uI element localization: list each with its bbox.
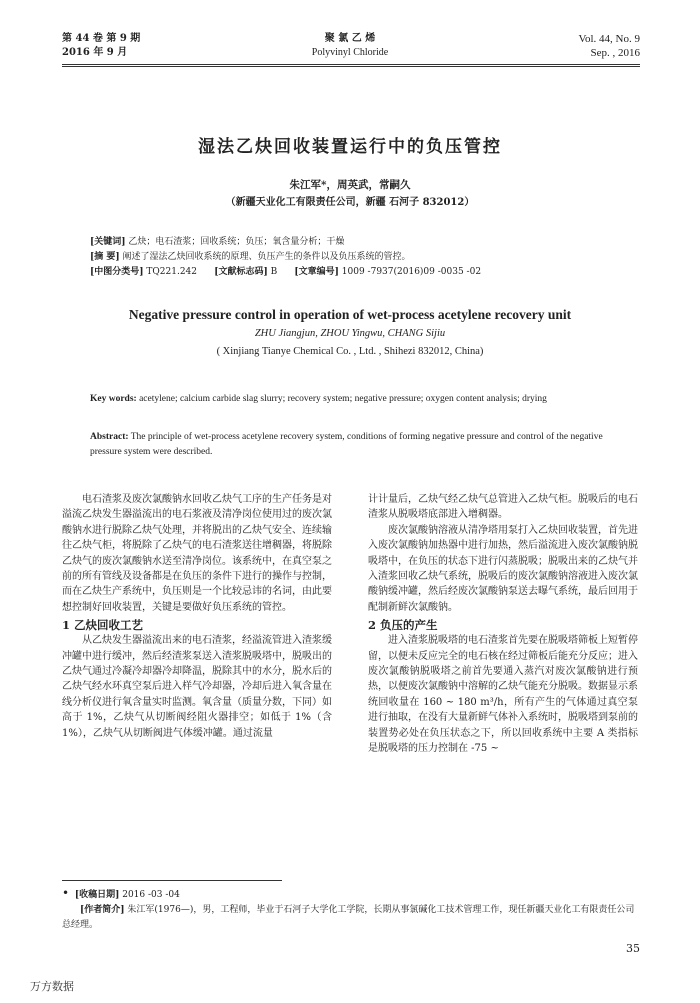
keywords-en-label: Key words: bbox=[90, 394, 137, 404]
keywords-cn-text: 乙炔；电石渣浆；回收系统；负压；氧含量分析；干燥 bbox=[128, 237, 345, 247]
author-text: 朱江军(1976—)，男，工程师，毕业于石河子大学化工学院，长期从事氯碱化工技术管理工作，现任新疆天业化工有限责任公司总经理。 bbox=[62, 905, 635, 930]
author-label: [作者简介] bbox=[80, 905, 125, 915]
title-cn: 湿法乙炔回收装置运行中的负压管控 bbox=[198, 137, 502, 157]
abstract-en bbox=[90, 430, 630, 460]
body-right-column bbox=[368, 492, 638, 757]
clc-value: TQ221.242 bbox=[146, 267, 198, 277]
footnote-bullet-icon: • bbox=[62, 886, 70, 900]
footnote bbox=[62, 886, 640, 933]
header-rule bbox=[62, 64, 640, 65]
affiliation-cn: （新疆天业化工有限责任公司，新疆 石河子 832012） bbox=[225, 197, 475, 208]
header-volume-en: Vol. 44, No. 9 bbox=[578, 33, 640, 45]
section-1-title: 1 乙炔回收工艺 bbox=[62, 618, 144, 633]
article-value: 1009 -7937(2016)09 -0035 -02 bbox=[341, 267, 482, 277]
clc-label: [中图分类号] bbox=[90, 267, 144, 277]
abstract-cn-label: [摘 要] bbox=[90, 252, 120, 262]
classification-line bbox=[90, 265, 650, 279]
authors-en: ZHU Jiangjun, ZHOU Yingwu, CHANG Sijiu bbox=[254, 328, 446, 339]
title-en: Negative pressure control in operation of wet-process acetylene recovery unit bbox=[128, 307, 572, 322]
header-date-en: Sep. , 2016 bbox=[590, 47, 640, 59]
section-2-text: 进入渣浆脱吸塔的电石渣浆首先要在脱吸塔筛板上短暂停留，以便未反应完全的电石核在经过筛板后能充分反应；进入废次氯酸钠脱吸塔之前首先要通入蒸汽对废次氯酸钠进行预热，以便废次氯酸钠中溶解的乙炔气能充分脱吸。数据显示系统回收量在 160 ~ 180 m³/h，所有产生的气体通过真空泵进行抽取，在没有大量新鲜气体补入系统时，脱吸塔到泵前的装置势必处在负压状态之下，所以回收系统中主要 A 类指标是脱吸塔的压力控制在 -75 ~ bbox=[368, 635, 638, 755]
right-paragraph-2: 废次氯酸钠溶液从清净塔用泵打入乙炔回收装置，首先进入废次氯酸钠加热器中进行加热，然后溢流进入废次氯酸钠脱吸塔中，在负压的状态下进行闪蒸脱吸；脱吸出来的乙炔气并入渣浆回收乙炔气系统，脱吸后的废次氯酸钠溶液进入废次氯酸钠缓冲罐，然后经废次氯酸钠泵送去曝气系统，最后回用于配制新鲜次氯酸钠。 bbox=[368, 524, 638, 613]
received-label: [收稿日期] bbox=[74, 890, 120, 900]
abstract-cn bbox=[90, 250, 650, 264]
keywords-en bbox=[90, 392, 630, 407]
header-journal-en: Polyvinyl Chloride bbox=[311, 47, 389, 58]
section-2-title: 2 负压的产生 bbox=[368, 618, 438, 633]
keywords-cn bbox=[90, 235, 650, 249]
header-date-cn: 2016 年 9 月 bbox=[62, 47, 128, 58]
page-number: 35 bbox=[626, 942, 640, 955]
header-volume-cn: 第 44 卷 第 9 期 bbox=[62, 33, 141, 44]
footnote-received bbox=[62, 886, 640, 903]
watermark: 万方数据 bbox=[30, 980, 74, 993]
right-paragraph-1: 计计量后，乙炔气经乙炔气总管进入乙炔气柜。脱吸后的电石渣浆从脱吸塔底部进入增稠器。 bbox=[368, 494, 638, 521]
doc-label: [文献标志码] bbox=[214, 267, 268, 277]
affiliation-en: ( Xinjiang Tianye Chemical Co. , Ltd. , Shihezi 832012, China) bbox=[216, 346, 484, 357]
authors-cn: 朱江军*，周英武，常嗣久 bbox=[289, 179, 411, 191]
body-left-column bbox=[62, 492, 332, 741]
keywords-cn-label: [关键词] bbox=[90, 237, 126, 247]
received-value: 2016 -03 -04 bbox=[122, 890, 180, 900]
footnote-author bbox=[62, 903, 640, 933]
keywords-en-text: acetylene; calcium carbide slag slurry; recovery system; negative pressure; oxygen content analysis; drying bbox=[139, 394, 547, 404]
abstract-en-text: The principle of wet-process acetylene recovery system, conditions of forming negative pressure and control of the negative pressure system were described. bbox=[90, 432, 603, 457]
header-rule-secondary bbox=[62, 66, 640, 67]
section-1-text: 从乙炔发生器溢流出来的电石渣浆，经溢流管进入渣浆缓冲罐中进行缓冲，然后经渣浆泵送入渣浆脱吸塔中，脱吸出的乙炔气通过冷凝冷却器冷却降温，脱除其中的水分，脱水后的乙炔气经水环真空泵后进入样气冷却器，冷却后进入氧含量在线分析仪进行氧含量实时监测。氧含量（质量分数，下同）如高于 1%，乙炔气从切断阀经阻火器排空；如低于 1%（含 1%），乙炔气从切断阀进气体缓冲罐。通过流量 bbox=[62, 635, 332, 739]
abstract-en-label: Abstract: bbox=[90, 432, 129, 442]
footnote-rule bbox=[62, 880, 282, 881]
intro-paragraph: 电石渣浆及废次氯酸钠水回收乙炔气工序的生产任务是对溢流乙炔发生器溢流出的电石浆液及清净岗位使用过的废次氯酸钠水进行脱除乙炔气处理，并将脱出的乙炔气安全、连续输往乙炔气柜，将脱除了乙炔气的电石渣浆送往增稠器，将脱除乙炔气的废次氯酸钠水送至清净岗位。该系统中，在真空泵之前的所有管线及设备都是在负压的条件下进行的操作与控制，而在乙炔生产系统中，负压则是一个比较忌讳的名词，由此要想控制好回收装置，关键是要做好负压系统的管控。 bbox=[62, 494, 332, 613]
abstract-cn-text: 阐述了湿法乙炔回收系统的原理、负压产生的条件以及负压系统的管控。 bbox=[122, 252, 411, 262]
article-label: [文章编号] bbox=[294, 267, 339, 277]
header-journal-cn: 聚 氯 乙 烯 bbox=[324, 33, 376, 44]
doc-value: B bbox=[270, 267, 278, 277]
